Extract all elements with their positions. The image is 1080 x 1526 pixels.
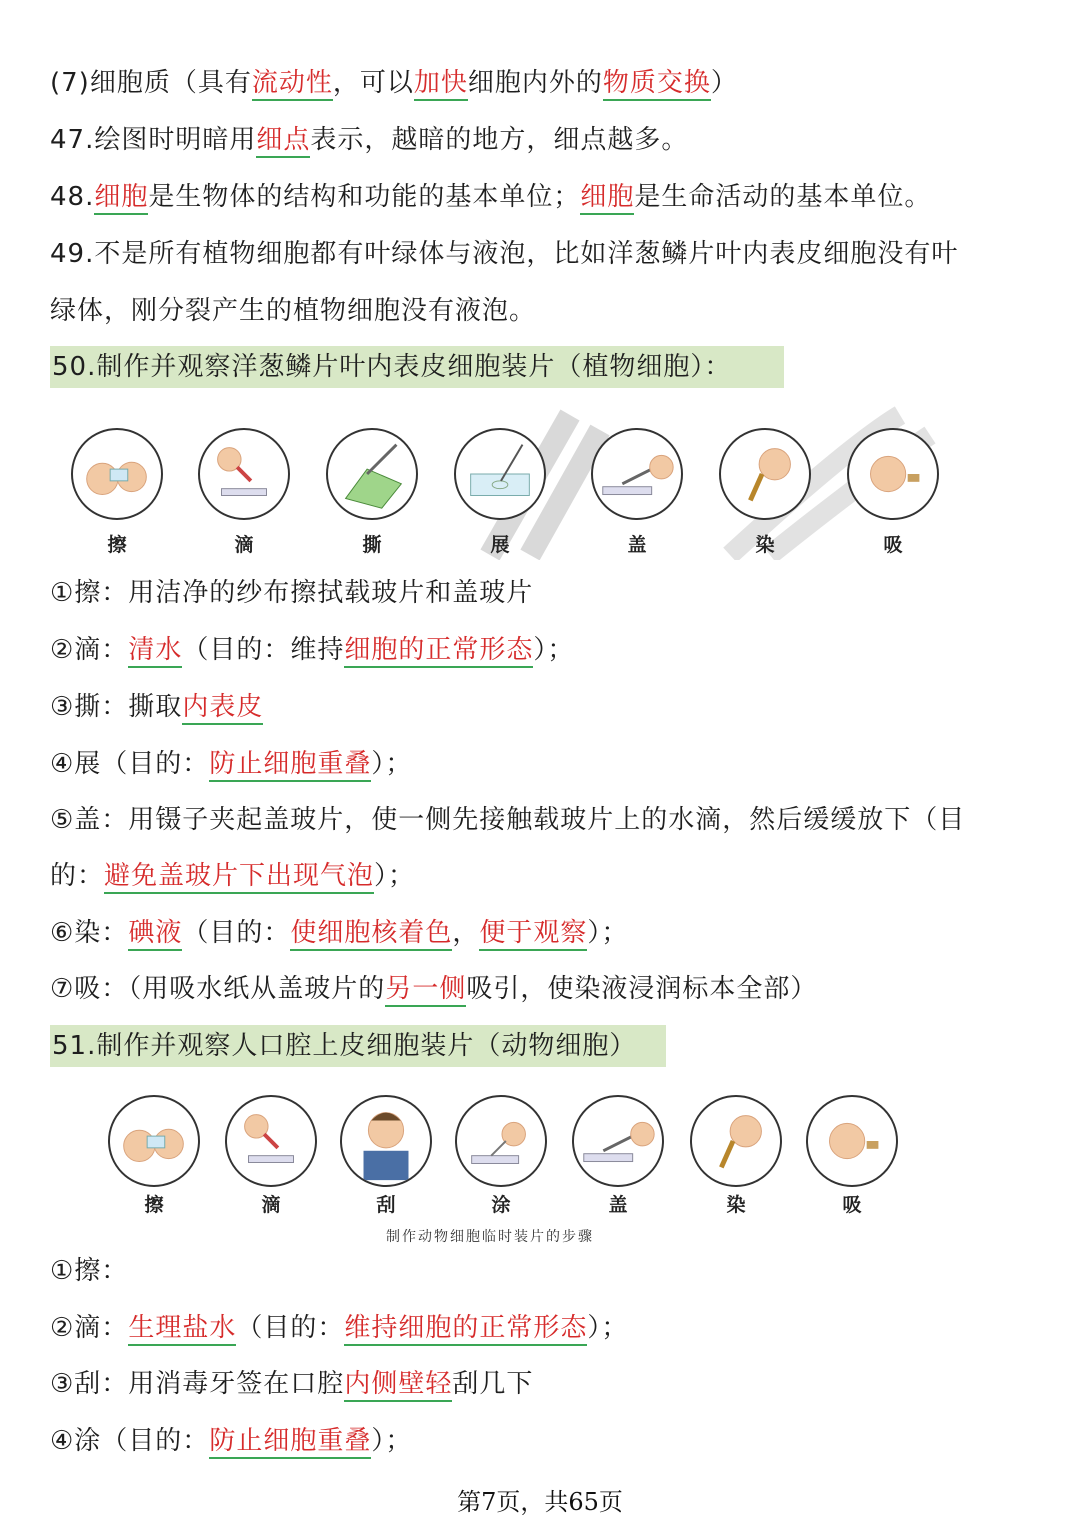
plant-step-label: 盖 xyxy=(627,534,647,556)
line-48: 48.细胞是生物体的结构和功能的基本单位；细胞是生命活动的基本单位。 xyxy=(50,178,931,216)
highlight-term: 物质交换 xyxy=(603,68,711,101)
step-50-7: ⑦吸：（用吸水纸从盖玻片的另一侧吸引，使染液浸润标本全部） xyxy=(50,970,817,1008)
step-50-2: ②滴：清水（目的：维持细胞的正常形态）； xyxy=(50,631,574,669)
line-49-cont: 绿体，刚分裂产生的植物细胞没有液泡。 xyxy=(50,296,537,326)
step-51-1: ①擦： xyxy=(50,1256,129,1286)
animal-step-illustration xyxy=(225,1095,317,1187)
plant-step-label: 染 xyxy=(755,534,775,556)
animal-step-label: 盖 xyxy=(608,1194,628,1216)
step-51-4: ④涂（目的：防止细胞重叠）； xyxy=(50,1422,412,1460)
plant-step-illustration xyxy=(454,428,546,520)
step-50-1: ①擦：用洁净的纱布擦拭载玻片和盖玻片 xyxy=(50,578,534,608)
animal-step-label: 擦 xyxy=(144,1194,164,1216)
plant-step-illustration xyxy=(847,428,939,520)
plant-step-illustration xyxy=(591,428,683,520)
animal-step-label: 吸 xyxy=(842,1194,862,1216)
animal-step-illustration xyxy=(690,1095,782,1187)
highlight-term: 另一侧 xyxy=(385,974,466,1007)
animal-step-label: 涂 xyxy=(491,1194,511,1216)
highlight-term: 防止细胞重叠 xyxy=(209,1426,371,1459)
highlight-term: 清水 xyxy=(128,635,182,668)
section-50-heading: 50.制作并观察洋葱鳞片叶内表皮细胞装片（植物细胞）： xyxy=(52,352,732,382)
animal-step-label: 滴 xyxy=(261,1194,281,1216)
step-51-2: ②滴：生理盐水（目的：维持细胞的正常形态）； xyxy=(50,1309,628,1347)
line-49: 49.不是所有植物细胞都有叶绿体与液泡，比如洋葱鳞片叶内表皮细胞没有叶 xyxy=(50,239,959,269)
section-51-heading: 51.制作并观察人口腔上皮细胞装片（动物细胞） xyxy=(52,1031,637,1061)
highlight-term: 生理盐水 xyxy=(128,1313,236,1346)
step-50-5: ⑤盖：用镊子夹起盖玻片，使一侧先接触载玻片上的水滴，然后缓缓放下（目 xyxy=(50,805,966,835)
line-47: 47.绘图时明暗用细点表示，越暗的地方，细点越多。 xyxy=(50,121,688,159)
plant-step-label: 撕 xyxy=(362,534,382,556)
animal-step-illustration xyxy=(108,1095,200,1187)
animal-step-illustration xyxy=(455,1095,547,1187)
step-50-3: ③撕：撕取内表皮 xyxy=(50,688,263,726)
animal-step-illustration xyxy=(806,1095,898,1187)
highlight-term: 避免盖玻片下出现气泡 xyxy=(104,861,374,894)
plant-step-label: 吸 xyxy=(883,534,903,556)
plant-step-illustration xyxy=(326,428,418,520)
step-50-5-cont: 的：避免盖玻片下出现气泡）； xyxy=(50,857,415,895)
line-cytoplasm: (7)细胞质（具有流动性，可以加快细胞内外的物质交换） xyxy=(50,64,738,102)
animal-step-label: 刮 xyxy=(376,1194,396,1216)
highlight-term: 碘液 xyxy=(128,918,182,951)
highlight-term: 加快 xyxy=(414,68,468,101)
highlight-term: 使细胞核着色 xyxy=(290,918,452,951)
highlight-term: 便于观察 xyxy=(479,918,587,951)
plant-step-label: 展 xyxy=(490,534,510,556)
highlight-term: 内表皮 xyxy=(182,692,263,725)
highlight-term: 细胞 xyxy=(94,182,148,215)
highlight-term: 内侧壁轻 xyxy=(344,1369,452,1402)
plant-step-illustration xyxy=(198,428,290,520)
plant-step-label: 擦 xyxy=(107,534,127,556)
animal-step-illustration xyxy=(572,1095,664,1187)
highlight-term: 细胞的正常形态 xyxy=(344,635,533,668)
highlight-term: 细胞 xyxy=(580,182,634,215)
plant-step-illustration xyxy=(71,428,163,520)
animal-step-label: 染 xyxy=(726,1194,746,1216)
step-50-6: ⑥染：碘液（目的：使细胞核着色，便于观察）； xyxy=(50,914,628,952)
figure-caption: 制作动物细胞临时装片的步骤 xyxy=(386,1229,594,1245)
highlight-term: 防止细胞重叠 xyxy=(209,749,371,782)
page-footer: 第7页，共65页 xyxy=(457,1488,623,1516)
plant-step-illustration xyxy=(719,428,811,520)
animal-step-illustration xyxy=(340,1095,432,1187)
step-50-4: ④展（目的：防止细胞重叠）； xyxy=(50,745,412,783)
highlight-term: 流动性 xyxy=(252,68,333,101)
highlight-term: 维持细胞的正常形态 xyxy=(344,1313,587,1346)
plant-step-label: 滴 xyxy=(234,534,254,556)
step-51-3: ③刮：用消毒牙签在口腔内侧壁轻刮几下 xyxy=(50,1365,533,1403)
highlight-term: 细点 xyxy=(256,125,310,158)
